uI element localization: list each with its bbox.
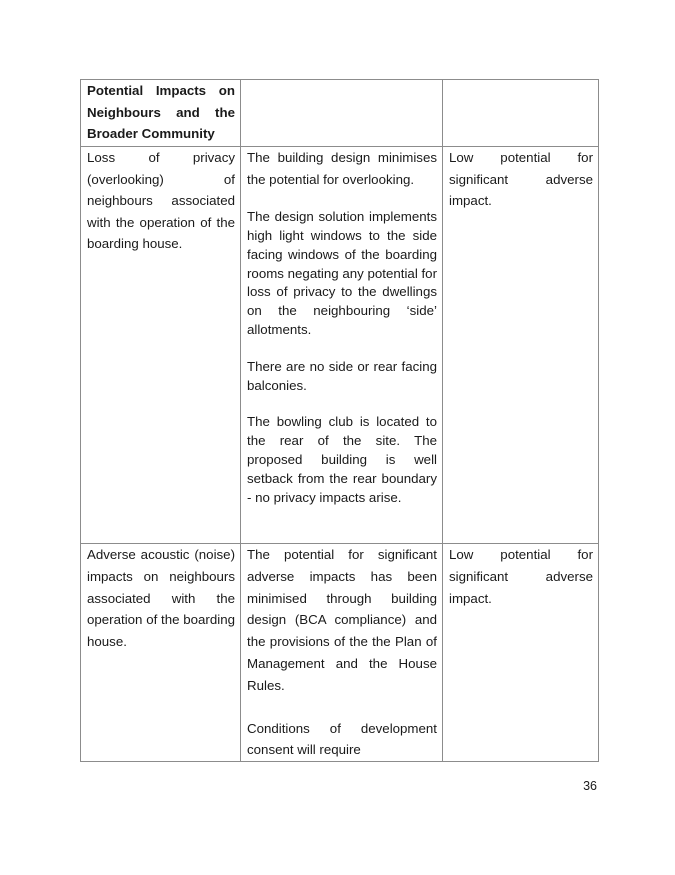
assessment-cell: Low potential for significant adverse impact.: [443, 544, 599, 762]
assessment-cell: Low potential for significant adverse impact.: [443, 147, 599, 544]
header-cell-assessment: [443, 80, 599, 147]
impact-cell: Adverse acoustic (noise) impacts on neighbours associated with the operation of the boarding house.: [81, 544, 241, 762]
response-cell: [241, 544, 443, 762]
paragraph-spacer: [247, 340, 437, 358]
paragraph-spacer: [247, 697, 437, 718]
header-cell-response: [241, 80, 443, 147]
response-paragraph: The potential for significant adverse impacts has been minimised through building design (BCA compliance) and the provisions of the the Plan of Management and the House Rules.: [247, 547, 437, 693]
response-paragraph: There are no side or rear facing balconies.: [247, 358, 437, 393]
response-cell: [241, 147, 443, 544]
paragraph-spacer: [247, 395, 437, 413]
impact-cell: Loss of privacy (overlooking) of neighbours associated with the operation of the boarding house.: [81, 147, 241, 544]
header-cell-impacts: Potential Impacts on Neighbours and the Broader Community: [81, 80, 241, 147]
paragraph-spacer: [247, 190, 437, 208]
impacts-table: [80, 79, 599, 762]
table-header-row: [81, 80, 599, 147]
table-row: [81, 544, 599, 762]
response-paragraph: The design solution implements high light windows to the side facing windows of the boarding rooms negating any potential for loss of privacy to the dwellings on the neighbouring ‘side’ allotments.: [247, 209, 437, 337]
response-paragraph: Conditions of development consent will require: [247, 720, 437, 758]
response-paragraph: The bowling club is located to the rear of the site. The proposed building is well setback from the rear boundary - no privacy impacts arise.: [247, 414, 437, 505]
response-paragraph: The building design minimises the potential for overlooking.: [247, 150, 437, 187]
table-row: [81, 147, 599, 544]
page-number: 36: [583, 779, 597, 793]
